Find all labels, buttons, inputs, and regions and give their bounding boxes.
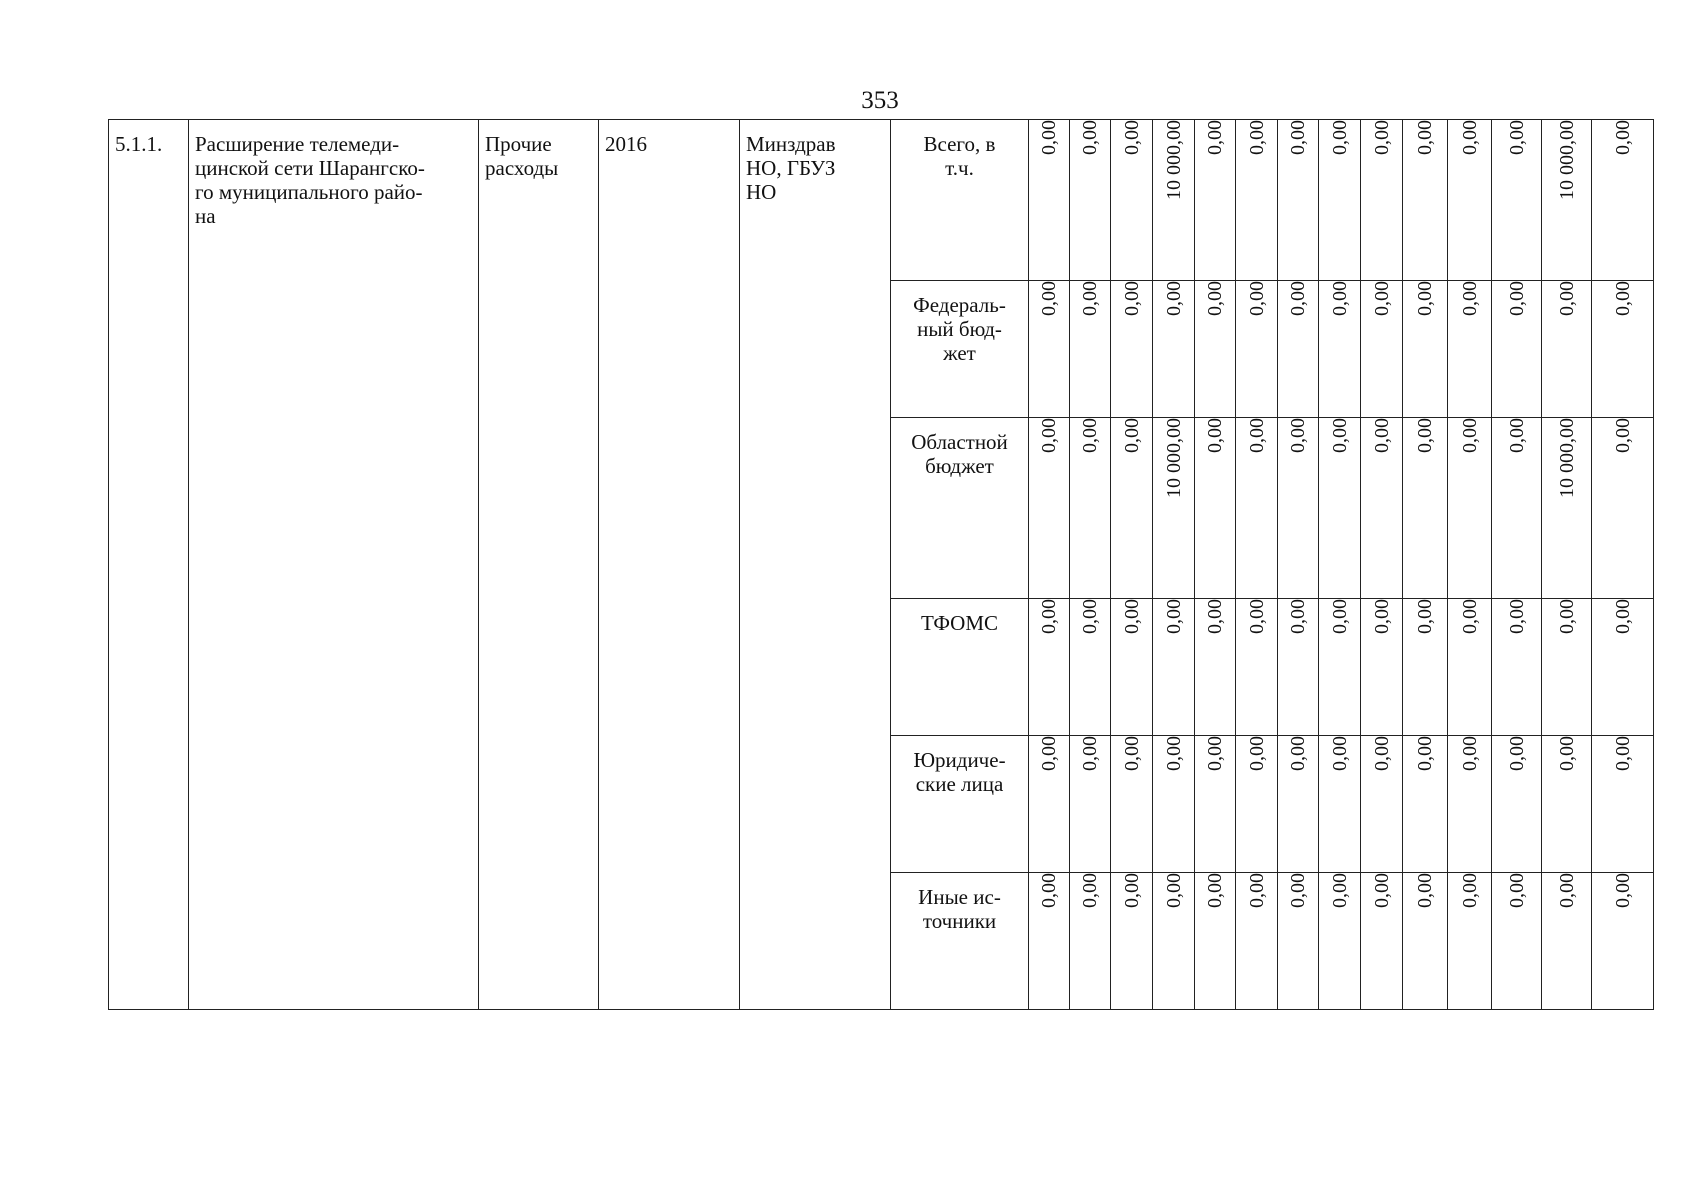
amount-value: 0,00: [1204, 873, 1226, 908]
value-cell: [1153, 599, 1195, 736]
amount-value: 0,00: [1370, 873, 1393, 908]
value-cell: [1492, 281, 1542, 418]
funding-source-label: Иные ис- точники: [918, 885, 1001, 933]
amount-value: 0,00: [1611, 599, 1634, 634]
amount-value: 0,00: [1328, 418, 1351, 453]
amount-value: 0,00: [1328, 599, 1351, 634]
value-cell: [1236, 418, 1278, 599]
value-cell: [1278, 418, 1319, 599]
funding-source-label: Федераль- ный бюд- жет: [913, 293, 1006, 365]
value-cell: [1070, 281, 1111, 418]
amount-value: 0,00: [1245, 281, 1268, 316]
value-cell: [1319, 873, 1361, 1010]
amount-value: 0,00: [1245, 599, 1268, 634]
value-cell: [1070, 873, 1111, 1010]
value-cell: [1542, 418, 1592, 599]
amount-value: 0,00: [1414, 599, 1436, 634]
value-cell: [1278, 281, 1319, 418]
amount-value: 0,00: [1414, 873, 1436, 908]
amount-value: 0,00: [1245, 736, 1268, 771]
value-cell: [1278, 599, 1319, 736]
table-row: [109, 120, 1654, 281]
value-cell: [1542, 281, 1592, 418]
value-cell: [1319, 599, 1361, 736]
amount-value: 0,00: [1505, 736, 1528, 771]
amount-value: 0,00: [1162, 873, 1185, 908]
amount-value: 0,00: [1287, 120, 1309, 155]
amount-value: 0,00: [1038, 599, 1060, 634]
amount-value: 0,00: [1555, 599, 1578, 634]
amount-value: 0,00: [1414, 736, 1436, 771]
amount-value: 0,00: [1038, 120, 1060, 155]
amount-value: 0,00: [1287, 599, 1309, 634]
amount-value: 0,00: [1611, 418, 1634, 453]
value-cell: [1153, 873, 1195, 1010]
amount-value: 0,00: [1458, 873, 1481, 908]
row-name: Расширение телемеди- цинской сети Шарангско- го муниципального райо- на: [195, 132, 425, 228]
value-cell: [1111, 281, 1153, 418]
value-cell: [1403, 873, 1448, 1010]
funding-source-label: Всего, в т.ч.: [923, 132, 996, 180]
value-cell: [1492, 599, 1542, 736]
value-cell: [1492, 120, 1542, 281]
funding-source-cell: [891, 599, 1029, 736]
value-cell: [1361, 281, 1403, 418]
value-cell: [1319, 281, 1361, 418]
amount-value: 0,00: [1162, 599, 1185, 634]
value-cell: [1236, 873, 1278, 1010]
funding-source-label: Областной бюджет: [911, 430, 1008, 478]
amount-value: 0,00: [1555, 736, 1578, 771]
page-number: 353: [861, 87, 899, 114]
expense-type-cell: [479, 120, 599, 1010]
amount-value: 0,00: [1458, 736, 1481, 771]
amount-value: 0,00: [1370, 418, 1393, 453]
value-cell: [1195, 418, 1236, 599]
amount-value: 0,00: [1204, 599, 1226, 634]
value-cell: [1403, 281, 1448, 418]
value-cell: [1070, 120, 1111, 281]
value-cell: [1111, 873, 1153, 1010]
value-cell: [1029, 281, 1070, 418]
amount-value: 0,00: [1328, 873, 1351, 908]
value-cell: [1029, 599, 1070, 736]
value-cell: [1029, 418, 1070, 599]
amount-value: 0,00: [1079, 418, 1101, 453]
value-cell: [1448, 120, 1492, 281]
executor-cell: [740, 120, 891, 1010]
amount-value: 0,00: [1204, 281, 1226, 316]
value-cell: [1542, 873, 1592, 1010]
value-cell: [1236, 120, 1278, 281]
row-name-cell: [189, 120, 479, 1010]
amount-value: 10 000,00: [1555, 120, 1578, 200]
row-code: 5.1.1.: [115, 132, 163, 156]
amount-value: 0,00: [1328, 120, 1351, 155]
value-cell: [1403, 599, 1448, 736]
value-cell: [1153, 281, 1195, 418]
amount-value: 0,00: [1079, 873, 1101, 908]
value-cell: [1029, 736, 1070, 873]
row-code-cell: [109, 120, 189, 1010]
value-cell: [1361, 599, 1403, 736]
value-cell: [1153, 418, 1195, 599]
value-cell: [1195, 736, 1236, 873]
amount-value: 0,00: [1458, 599, 1481, 634]
amount-value: 0,00: [1245, 418, 1268, 453]
amount-value: 0,00: [1120, 736, 1143, 771]
funding-source-label: Юридиче- ские лица: [913, 748, 1006, 796]
value-cell: [1029, 120, 1070, 281]
amount-value: 0,00: [1287, 418, 1309, 453]
amount-value: 0,00: [1414, 120, 1436, 155]
amount-value: 0,00: [1038, 873, 1060, 908]
amount-value: 0,00: [1287, 281, 1309, 316]
value-cell: [1361, 736, 1403, 873]
value-cell: [1070, 736, 1111, 873]
value-cell: [1361, 120, 1403, 281]
amount-value: 0,00: [1120, 873, 1143, 908]
value-cell: [1278, 120, 1319, 281]
amount-value: 0,00: [1079, 120, 1101, 155]
value-cell: [1070, 418, 1111, 599]
value-cell: [1195, 120, 1236, 281]
value-cell: [1592, 120, 1654, 281]
value-cell: [1361, 873, 1403, 1010]
value-cell: [1542, 736, 1592, 873]
year: 2016: [605, 132, 647, 156]
funding-source-cell: [891, 418, 1029, 599]
value-cell: [1236, 736, 1278, 873]
amount-value: 0,00: [1611, 736, 1634, 771]
value-cell: [1195, 281, 1236, 418]
value-cell: [1403, 120, 1448, 281]
value-cell: [1492, 873, 1542, 1010]
amount-value: 0,00: [1245, 120, 1268, 155]
value-cell: [1592, 418, 1654, 599]
value-cell: [1111, 599, 1153, 736]
value-cell: [1448, 599, 1492, 736]
value-cell: [1236, 599, 1278, 736]
amount-value: 0,00: [1505, 873, 1528, 908]
amount-value: 0,00: [1038, 736, 1060, 771]
amount-value: 0,00: [1328, 736, 1351, 771]
value-cell: [1319, 418, 1361, 599]
value-cell: [1492, 736, 1542, 873]
amount-value: 0,00: [1505, 120, 1528, 155]
budget-table: [108, 119, 1654, 1010]
amount-value: 0,00: [1162, 281, 1185, 316]
value-cell: [1448, 418, 1492, 599]
value-cell: [1592, 873, 1654, 1010]
amount-value: 0,00: [1505, 599, 1528, 634]
amount-value: 0,00: [1038, 281, 1060, 316]
amount-value: 0,00: [1611, 281, 1634, 316]
amount-value: 0,00: [1120, 120, 1143, 155]
amount-value: 0,00: [1458, 418, 1481, 453]
amount-value: 0,00: [1079, 599, 1101, 634]
value-cell: [1403, 418, 1448, 599]
amount-value: 0,00: [1414, 418, 1436, 453]
year-cell: [599, 120, 740, 1010]
amount-value: 0,00: [1555, 281, 1578, 316]
amount-value: 0,00: [1287, 736, 1309, 771]
value-cell: [1278, 873, 1319, 1010]
value-cell: [1448, 736, 1492, 873]
value-cell: [1448, 873, 1492, 1010]
funding-source-label: ТФОМС: [920, 611, 999, 635]
amount-value: 0,00: [1611, 120, 1634, 155]
amount-value: 0,00: [1370, 120, 1393, 155]
value-cell: [1592, 736, 1654, 873]
amount-value: 0,00: [1458, 120, 1481, 155]
value-cell: [1592, 281, 1654, 418]
amount-value: 0,00: [1611, 873, 1634, 908]
value-cell: [1070, 599, 1111, 736]
amount-value: 0,00: [1120, 418, 1143, 453]
value-cell: [1492, 418, 1542, 599]
value-cell: [1236, 281, 1278, 418]
funding-source-cell: [891, 281, 1029, 418]
value-cell: [1029, 873, 1070, 1010]
funding-source-cell: [891, 736, 1029, 873]
amount-value: 10 000,00: [1555, 418, 1578, 498]
amount-value: 0,00: [1079, 281, 1101, 316]
expense-type: Прочие расходы: [485, 132, 559, 180]
amount-value: 0,00: [1162, 736, 1185, 771]
amount-value: 10 000,00: [1162, 120, 1185, 200]
value-cell: [1195, 599, 1236, 736]
amount-value: 0,00: [1458, 281, 1481, 316]
amount-value: 0,00: [1204, 418, 1226, 453]
amount-value: 0,00: [1204, 120, 1226, 155]
value-cell: [1361, 418, 1403, 599]
amount-value: 0,00: [1505, 281, 1528, 316]
value-cell: [1319, 120, 1361, 281]
amount-value: 0,00: [1120, 599, 1143, 634]
amount-value: 0,00: [1287, 873, 1309, 908]
value-cell: [1111, 120, 1153, 281]
amount-value: 0,00: [1370, 736, 1393, 771]
value-cell: [1111, 736, 1153, 873]
value-cell: [1592, 599, 1654, 736]
amount-value: 0,00: [1505, 418, 1528, 453]
amount-value: 10 000,00: [1162, 418, 1185, 498]
amount-value: 0,00: [1370, 281, 1393, 316]
value-cell: [1403, 736, 1448, 873]
value-cell: [1448, 281, 1492, 418]
funding-source-cell: [891, 120, 1029, 281]
amount-value: 0,00: [1245, 873, 1268, 908]
amount-value: 0,00: [1328, 281, 1351, 316]
value-cell: [1542, 599, 1592, 736]
amount-value: 0,00: [1555, 873, 1578, 908]
amount-value: 0,00: [1038, 418, 1060, 453]
executor: Минздрав НО, ГБУЗ НО: [746, 132, 836, 204]
value-cell: [1195, 873, 1236, 1010]
value-cell: [1319, 736, 1361, 873]
amount-value: 0,00: [1370, 599, 1393, 634]
value-cell: [1153, 736, 1195, 873]
value-cell: [1153, 120, 1195, 281]
funding-source-cell: [891, 873, 1029, 1010]
value-cell: [1542, 120, 1592, 281]
amount-value: 0,00: [1204, 736, 1226, 771]
amount-value: 0,00: [1120, 281, 1143, 316]
value-cell: [1111, 418, 1153, 599]
amount-value: 0,00: [1414, 281, 1436, 316]
value-cell: [1278, 736, 1319, 873]
amount-value: 0,00: [1079, 736, 1101, 771]
